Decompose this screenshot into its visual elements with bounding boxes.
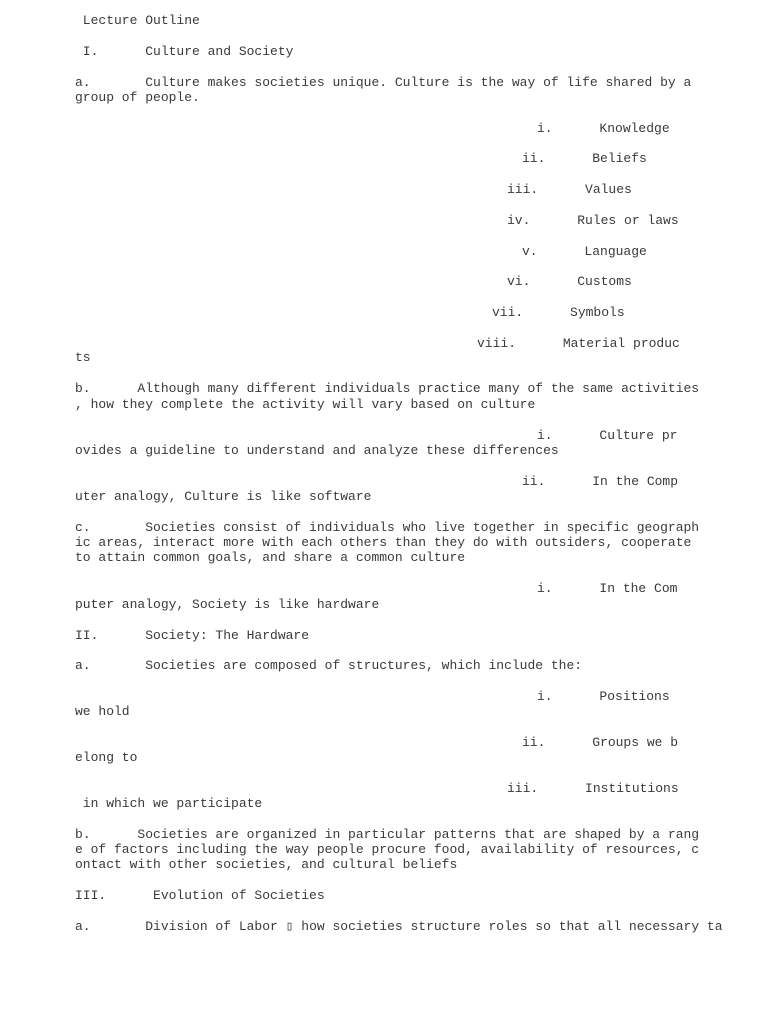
list-item-language: v. Language [522, 244, 647, 259]
section-1-item-a-line-2: group of people. [75, 90, 200, 105]
list-item-knowledge: i. Knowledge [537, 121, 670, 136]
section-2-item-b-line-2: e of factors including the way people procure food, availability of resources, c [75, 842, 700, 857]
list-item-symbols: vii. Symbols [492, 305, 625, 320]
section-1-item-c-line-2: ic areas, interact more with each others than they do with outsiders, cooperate [75, 535, 692, 550]
item-2a-sub-iii: iii. Institutions [507, 781, 679, 796]
item-2a-sub-iii-wrap: in which we participate [75, 796, 263, 811]
item-2a-sub-i-wrap: we hold [75, 704, 130, 719]
item-2a-sub-ii: ii. Groups we b [522, 735, 679, 750]
list-item-material-products: viii. Material produc [477, 336, 680, 351]
list-item-customs: vi. Customs [507, 274, 632, 289]
section-3-item-a: a. Division of Labor ▯ how societies structure roles so that all necessary ta [75, 919, 723, 934]
item-2a-sub-ii-wrap: elong to [75, 750, 138, 765]
list-item-rules-or-laws: iv. Rules or laws [507, 213, 679, 228]
item-b-sub-i-wrap: ovides a guideline to understand and analyze these differences [75, 443, 559, 458]
item-c-sub-i: i. In the Com [537, 581, 678, 596]
section-1-item-b-line-1: b. Although many different individuals practice many of the same activities [75, 381, 700, 396]
lecture-title: Lecture Outline [75, 13, 200, 28]
list-item-values: iii. Values [507, 182, 632, 197]
item-b-sub-ii: ii. In the Comp [522, 474, 679, 489]
list-item-material-products-wrap: ts [75, 350, 91, 365]
list-item-beliefs: ii. Beliefs [522, 151, 647, 166]
section-2-heading: II. Society: The Hardware [75, 628, 310, 643]
section-1-item-c-line-3: to attain common goals, and share a common culture [75, 550, 466, 565]
item-b-sub-ii-wrap: uter analogy, Culture is like software [75, 489, 372, 504]
section-2-item-a: a. Societies are composed of structures, which include the: [75, 658, 583, 673]
section-2-item-b-line-1: b. Societies are organized in particular patterns that are shaped by a rang [75, 827, 700, 842]
section-3-heading: III. Evolution of Societies [75, 888, 325, 903]
item-b-sub-i: i. Culture pr [537, 428, 678, 443]
section-1-item-c-line-1: c. Societies consist of individuals who live together in specific geograph [75, 520, 700, 535]
section-2-item-b-line-3: ontact with other societies, and cultural beliefs [75, 857, 458, 872]
item-c-sub-i-wrap: puter analogy, Society is like hardware [75, 597, 380, 612]
section-1-heading: I. Culture and Society [75, 44, 294, 59]
item-2a-sub-i: i. Positions [537, 689, 670, 704]
section-1-item-a-line-1: a. Culture makes societies unique. Culture is the way of life shared by a [75, 75, 692, 90]
section-1-item-b-line-2: , how they complete the activity will vary based on culture [75, 397, 536, 412]
